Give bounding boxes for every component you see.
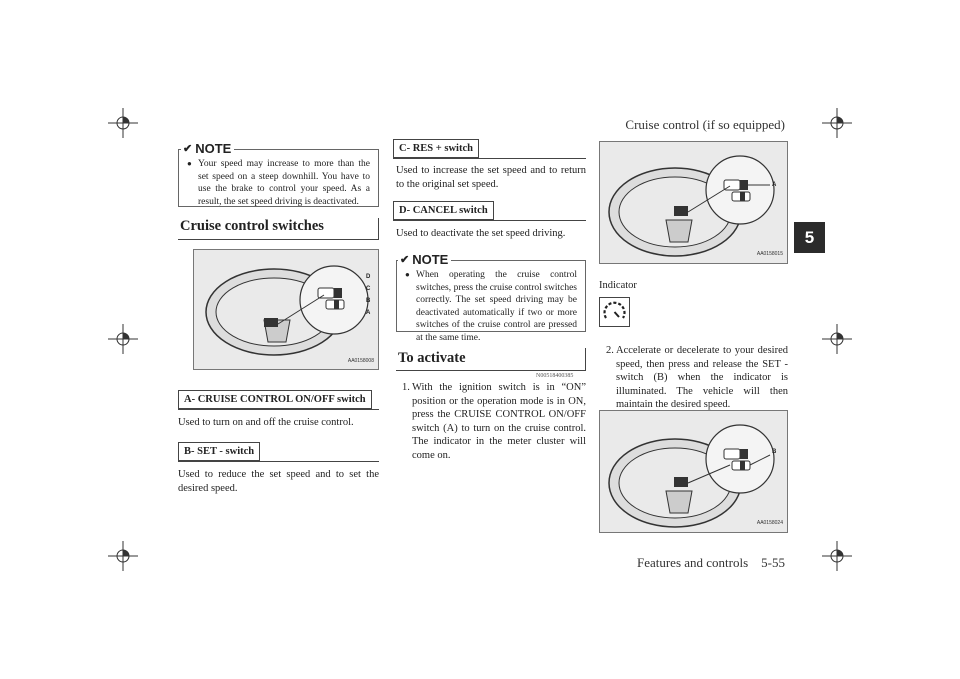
indicator-box	[599, 297, 630, 327]
section-rule-tick	[378, 218, 379, 240]
crop-mark-mid-left	[108, 324, 138, 354]
step-2-text: Accelerate or decelerate to your desired speed, then press and release the SET - switch (B) when the indicator is illuminated. The vehicle will then maintain the desired speed.	[616, 345, 788, 410]
note-box-1	[178, 149, 379, 207]
text-d: Used to deactivate the set speed driving.	[396, 228, 566, 239]
section-rule	[178, 239, 379, 240]
crop-mark-bottom-left	[108, 541, 138, 571]
text-c: Used to increase the set speed and to return to the original set speed.	[396, 165, 586, 190]
note-label-text: NOTE	[195, 141, 232, 156]
figure-switch-b	[599, 410, 788, 533]
note-label-1	[181, 141, 234, 156]
label-b-set-switch: B- SET - switch	[178, 442, 260, 461]
speedometer-icon	[600, 298, 629, 326]
figure-label-a: A	[772, 182, 777, 188]
figure-label-d: D	[366, 274, 371, 280]
section-rule-tick	[585, 348, 586, 371]
page-header-title: Cruise control (if so equipped)	[625, 117, 785, 132]
text-a: Used to turn on and off the cruise control.	[178, 417, 354, 428]
label-rule-c	[393, 158, 586, 159]
steering-wheel-illustration	[600, 411, 787, 532]
note-text-1: ● Your speed may increase to more than the set speed on a steep downhill. You have to use the brake to control your speed. As a result, the set speed driving is deactivated.	[187, 158, 370, 208]
section-title-activate: To activate	[398, 350, 466, 366]
text-b: Used to reduce the set speed and to set the desired speed.	[178, 469, 379, 494]
figure-label-a: A	[366, 310, 371, 316]
figure-label-b: B	[772, 449, 777, 455]
step-1-number: 1.	[402, 382, 410, 393]
section-rule	[396, 370, 586, 371]
crop-mark-top-left	[108, 108, 138, 138]
label-a-on-off-switch: A- CRUISE CONTROL ON/OFF switch	[178, 390, 372, 409]
indicator-label: Indicator	[599, 280, 637, 291]
section-title-switches: Cruise control switches	[180, 218, 324, 234]
figure-switches	[193, 249, 379, 370]
crop-mark-bottom-right	[822, 541, 852, 571]
chapter-tab: 5	[794, 222, 825, 253]
crop-mark-mid-right	[822, 324, 852, 354]
figure-label-b: B	[366, 298, 371, 304]
doc-id: N00518400385	[536, 373, 574, 379]
page-footer: Features and controls 5-55	[636, 555, 785, 570]
label-rule-a	[178, 409, 379, 410]
label-rule-b	[178, 461, 379, 462]
figure-switch-a	[599, 141, 788, 264]
step-2-number: 2.	[606, 345, 614, 356]
label-d-cancel-switch: D- CANCEL switch	[393, 201, 494, 220]
figure-id: AA0158015	[756, 251, 783, 257]
note-icon: ✔	[400, 254, 410, 266]
figure-label-c: C	[366, 286, 371, 292]
note-label-text: NOTE	[412, 252, 449, 267]
note-label-2	[398, 252, 451, 267]
crop-mark-top-right	[822, 108, 852, 138]
figure-id: AA0158024	[756, 520, 783, 526]
label-rule-d	[393, 220, 586, 221]
note-box-2	[396, 260, 586, 343]
steering-wheel-illustration	[600, 142, 787, 263]
step-1-text: With the ignition switch is in “ON” position or the operation mode is in ON, press the CRUISE CONTROL ON/OFF switch (A) to turn on the cruise control. The indicator in the meter cluster will come on.	[412, 382, 586, 461]
label-c-res-switch: C- RES + switch	[393, 139, 479, 158]
note-text-2: ● When operating the cruise control switches, press the cruise control switches correctly. The set speed driving may be deactivated automatically if two or more switches of the cruise control are pressed at the same time.	[405, 269, 577, 344]
steering-wheel-illustration	[194, 250, 378, 369]
figure-id: AA0158008	[347, 358, 374, 364]
note-icon: ✔	[183, 143, 193, 155]
